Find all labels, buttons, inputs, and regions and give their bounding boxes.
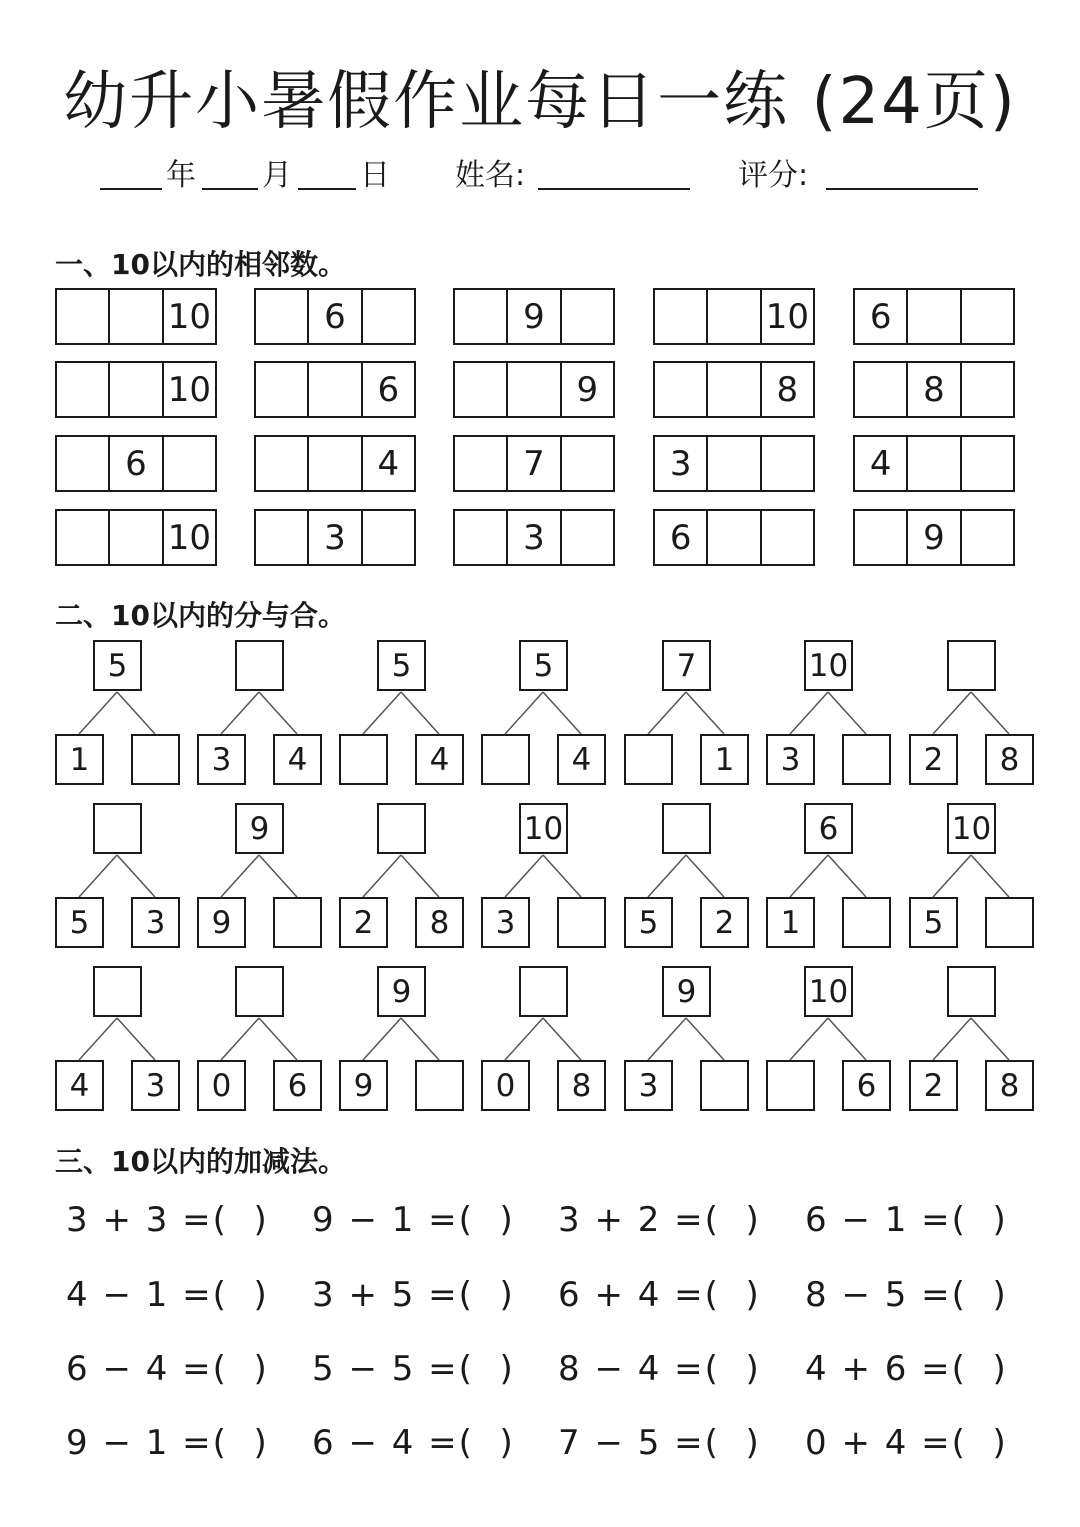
strip-cell[interactable] [962, 363, 1013, 416]
bond-line [505, 855, 543, 897]
strip-cell[interactable] [57, 437, 110, 490]
bond-right-box: 6 [273, 1060, 322, 1111]
number-bond [909, 803, 1055, 963]
arithmetic-problem[interactable]: 6 − 1 =( ) [805, 1200, 1008, 1240]
number-bond [197, 803, 343, 963]
bond-left-box: 3 [766, 734, 815, 785]
strip-cell[interactable] [164, 437, 215, 490]
strip-cell[interactable] [962, 437, 1013, 490]
bond-top-box[interactable] [662, 803, 711, 854]
adjacent-number-strip [453, 288, 615, 345]
number-bond [624, 966, 770, 1126]
bond-line [79, 1018, 117, 1060]
bond-line [221, 692, 259, 734]
strip-cell: 10 [167, 369, 211, 410]
strip-cell[interactable] [855, 363, 908, 416]
number-bond [909, 966, 1055, 1126]
arithmetic-problem[interactable]: 3 + 5 =( ) [312, 1275, 515, 1315]
adjacent-number-strip [453, 509, 615, 566]
strip-cell[interactable] [562, 511, 613, 564]
bond-line [543, 692, 581, 734]
bond-left-box: 0 [481, 1060, 530, 1111]
bond-left-box[interactable] [481, 734, 530, 785]
bond-left-box: 2 [339, 897, 388, 948]
strip-cell[interactable] [363, 511, 414, 564]
bond-top-box[interactable] [235, 640, 284, 691]
strip-cell[interactable] [562, 290, 613, 343]
bond-top-box: 10 [519, 803, 568, 854]
arithmetic-problem[interactable]: 9 − 1 =( ) [312, 1200, 515, 1240]
bond-line [543, 855, 581, 897]
strip-cell[interactable] [562, 437, 613, 490]
bond-left-box: 5 [909, 897, 958, 948]
number-bond [55, 966, 201, 1126]
bond-line [828, 692, 866, 734]
number-bond [481, 640, 627, 800]
adjacent-number-strip [653, 435, 815, 492]
arithmetic-problem[interactable]: 6 − 4 =( ) [312, 1423, 515, 1463]
adjacent-number-strip [254, 288, 416, 345]
strip-cell: 6 [855, 290, 908, 343]
bond-line [790, 692, 828, 734]
bond-line [221, 855, 259, 897]
bond-top-box: 9 [662, 966, 711, 1017]
bond-right-box: 4 [273, 734, 322, 785]
number-bond [481, 966, 627, 1126]
bond-left-box: 3 [481, 897, 530, 948]
arithmetic-problem[interactable]: 6 − 4 =( ) [66, 1349, 269, 1389]
adjacent-number-strip [254, 361, 416, 418]
bond-right-box[interactable] [842, 734, 891, 785]
month-label: 月 [262, 158, 292, 193]
strip-cell: 6 [110, 437, 163, 490]
bond-top-box[interactable] [93, 803, 142, 854]
adjacent-number-strip [55, 435, 217, 492]
number-bond [481, 803, 627, 963]
strip-cell: 3 [508, 511, 561, 564]
bond-top-box[interactable] [947, 966, 996, 1017]
arithmetic-problem[interactable]: 9 − 1 =( ) [66, 1423, 269, 1463]
arithmetic-problem[interactable]: 6 + 4 =( ) [558, 1275, 761, 1315]
strip-cell[interactable] [256, 511, 309, 564]
bond-left-box: 3 [624, 1060, 673, 1111]
strip-cell: 9 [576, 369, 599, 410]
adjacent-number-strip [853, 509, 1015, 566]
year-label: 年 [166, 158, 196, 193]
arithmetic-problem[interactable]: 3 + 3 =( ) [66, 1200, 269, 1240]
page-title: 幼升小暑假作业每日一练 (24页) [63, 65, 1017, 139]
bond-left-box[interactable] [624, 734, 673, 785]
strip-cell: 3 [655, 437, 708, 490]
strip-cell[interactable] [455, 363, 508, 416]
bond-top-box[interactable] [235, 966, 284, 1017]
bond-right-box: 8 [985, 1060, 1034, 1111]
bond-line [401, 855, 439, 897]
bond-line [221, 1018, 259, 1060]
bond-left-box: 2 [909, 734, 958, 785]
arithmetic-problem[interactable]: 8 − 5 =( ) [805, 1275, 1008, 1315]
number-bond [339, 640, 485, 800]
number-bond [197, 966, 343, 1126]
bond-line [648, 692, 686, 734]
bond-line [971, 1018, 1009, 1060]
number-bond [624, 803, 770, 963]
bond-line [505, 1018, 543, 1060]
bond-left-box: 1 [766, 897, 815, 948]
bond-top-box: 10 [804, 966, 853, 1017]
year-blank[interactable] [100, 188, 162, 190]
strip-cell[interactable] [908, 290, 961, 343]
strip-cell[interactable] [762, 511, 813, 564]
number-bond [766, 803, 912, 963]
bond-right-box[interactable] [273, 897, 322, 948]
adjacent-number-strip [853, 288, 1015, 345]
bond-right-box: 1 [700, 734, 749, 785]
day-label: 日 [360, 158, 390, 193]
number-bond [339, 803, 485, 963]
arithmetic-problem[interactable]: 3 + 2 =( ) [558, 1200, 761, 1240]
bond-line [259, 692, 297, 734]
bond-line [505, 692, 543, 734]
adjacent-number-strip [55, 288, 217, 345]
adjacent-number-strip [453, 435, 615, 492]
section2-title: 二、10以内的分与合。 [55, 599, 346, 632]
bond-top-box: 10 [947, 803, 996, 854]
bond-line [648, 855, 686, 897]
strip-cell[interactable] [363, 290, 414, 343]
strip-cell[interactable] [110, 511, 163, 564]
arithmetic-problem[interactable]: 7 − 5 =( ) [558, 1423, 761, 1463]
bond-top-box[interactable] [519, 966, 568, 1017]
adjacent-number-strip [55, 361, 217, 418]
strip-cell: 10 [167, 296, 211, 337]
strip-cell: 4 [377, 443, 400, 484]
bond-top-box: 6 [804, 803, 853, 854]
bond-line [79, 692, 117, 734]
strip-cell[interactable] [762, 437, 813, 490]
bond-right-box: 8 [557, 1060, 606, 1111]
adjacent-number-strip [254, 435, 416, 492]
bond-left-box: 4 [55, 1060, 104, 1111]
score-blank[interactable] [826, 188, 978, 190]
bond-line [790, 855, 828, 897]
bond-line [363, 855, 401, 897]
strip-cell[interactable] [256, 290, 309, 343]
bond-line [363, 692, 401, 734]
bond-right-box[interactable] [842, 897, 891, 948]
strip-cell[interactable] [57, 363, 110, 416]
strip-cell: 4 [855, 437, 908, 490]
strip-cell: 7 [508, 437, 561, 490]
adjacent-number-strip [55, 509, 217, 566]
bond-line [933, 692, 971, 734]
bond-top-box: 7 [662, 640, 711, 691]
adjacent-number-strip [853, 435, 1015, 492]
strip-cell: 6 [377, 369, 400, 410]
bond-line [259, 855, 297, 897]
bond-right-box[interactable] [985, 897, 1034, 948]
strip-cell[interactable] [455, 511, 508, 564]
strip-cell[interactable] [256, 363, 309, 416]
strip-cell[interactable] [708, 290, 761, 343]
bond-right-box[interactable] [415, 1060, 464, 1111]
section1-title: 一、10以内的相邻数。 [55, 248, 346, 281]
bond-top-box: 10 [804, 640, 853, 691]
bond-line [686, 855, 724, 897]
bond-right-box: 4 [557, 734, 606, 785]
bond-line [933, 855, 971, 897]
number-bond [197, 640, 343, 800]
strip-cell[interactable] [57, 290, 110, 343]
bond-line [543, 1018, 581, 1060]
bond-line [401, 1018, 439, 1060]
arithmetic-problem[interactable]: 8 − 4 =( ) [558, 1349, 761, 1389]
strip-cell[interactable] [455, 437, 508, 490]
strip-cell[interactable] [655, 363, 708, 416]
bond-right-box: 6 [842, 1060, 891, 1111]
bond-right-box[interactable] [131, 734, 180, 785]
bond-left-box: 0 [197, 1060, 246, 1111]
bond-line [828, 855, 866, 897]
strip-cell[interactable] [508, 363, 561, 416]
bond-line [971, 855, 1009, 897]
bond-right-box: 8 [985, 734, 1034, 785]
month-blank[interactable] [202, 188, 258, 190]
adjacent-number-strip [653, 509, 815, 566]
strip-cell[interactable] [110, 290, 163, 343]
bond-top-box: 9 [235, 803, 284, 854]
arithmetic-problem[interactable]: 5 − 5 =( ) [312, 1349, 515, 1389]
score-label: 评分: [738, 158, 809, 193]
strip-cell: 6 [309, 290, 362, 343]
bond-left-box: 5 [624, 897, 673, 948]
bond-left-box: 3 [197, 734, 246, 785]
arithmetic-problem[interactable]: 0 + 4 =( ) [805, 1423, 1008, 1463]
strip-cell[interactable] [655, 290, 708, 343]
strip-cell[interactable] [309, 363, 362, 416]
bond-left-box: 9 [197, 897, 246, 948]
strip-cell[interactable] [708, 363, 761, 416]
bond-top-box: 5 [377, 640, 426, 691]
bond-right-box: 8 [415, 897, 464, 948]
bond-right-box[interactable] [700, 1060, 749, 1111]
bond-line [971, 692, 1009, 734]
strip-cell: 9 [508, 290, 561, 343]
bond-line [686, 1018, 724, 1060]
strip-cell[interactable] [57, 511, 110, 564]
bond-left-box[interactable] [766, 1060, 815, 1111]
number-bond [624, 640, 770, 800]
strip-cell[interactable] [110, 363, 163, 416]
adjacent-number-strip [453, 361, 615, 418]
number-bond [909, 640, 1055, 800]
strip-cell: 9 [908, 511, 961, 564]
strip-cell: 10 [167, 517, 211, 558]
bond-top-box[interactable] [377, 803, 426, 854]
strip-cell[interactable] [256, 437, 309, 490]
name-blank[interactable] [538, 188, 690, 190]
adjacent-number-strip [853, 361, 1015, 418]
bond-left-box: 1 [55, 734, 104, 785]
strip-cell[interactable] [962, 511, 1013, 564]
adjacent-number-strip [254, 509, 416, 566]
bond-left-box[interactable] [339, 734, 388, 785]
strip-cell[interactable] [309, 437, 362, 490]
bond-line [117, 1018, 155, 1060]
name-label: 姓名: [455, 158, 526, 193]
strip-cell[interactable] [855, 511, 908, 564]
bond-left-box: 5 [55, 897, 104, 948]
arithmetic-problem[interactable]: 4 + 6 =( ) [805, 1349, 1008, 1389]
strip-cell: 10 [765, 296, 809, 337]
adjacent-number-strip [653, 361, 815, 418]
number-bond [55, 803, 201, 963]
section3-title: 三、10以内的加减法。 [55, 1145, 346, 1178]
bond-line [828, 1018, 866, 1060]
number-bond [339, 966, 485, 1126]
bond-line [933, 1018, 971, 1060]
strip-cell: 6 [655, 511, 708, 564]
bond-line [648, 1018, 686, 1060]
bond-right-box: 3 [131, 897, 180, 948]
strip-cell: 8 [776, 369, 799, 410]
bond-top-box[interactable] [947, 640, 996, 691]
bond-line [259, 1018, 297, 1060]
bond-line [117, 692, 155, 734]
strip-cell: 3 [309, 511, 362, 564]
bond-right-box[interactable] [557, 897, 606, 948]
strip-cell: 8 [908, 363, 961, 416]
day-blank[interactable] [298, 188, 356, 190]
arithmetic-problem[interactable]: 4 − 1 =( ) [66, 1275, 269, 1315]
strip-cell[interactable] [908, 437, 961, 490]
bond-line [363, 1018, 401, 1060]
bond-right-box: 4 [415, 734, 464, 785]
bond-right-box: 2 [700, 897, 749, 948]
bond-line [790, 1018, 828, 1060]
bond-top-box: 5 [519, 640, 568, 691]
bond-line [401, 692, 439, 734]
bond-top-box[interactable] [93, 966, 142, 1017]
bond-line [686, 692, 724, 734]
bond-left-box: 2 [909, 1060, 958, 1111]
strip-cell[interactable] [708, 437, 761, 490]
bond-line [79, 855, 117, 897]
strip-cell[interactable] [708, 511, 761, 564]
bond-left-box: 9 [339, 1060, 388, 1111]
number-bond [766, 640, 912, 800]
bond-top-box: 5 [93, 640, 142, 691]
bond-top-box: 9 [377, 966, 426, 1017]
number-bond [766, 966, 912, 1126]
strip-cell[interactable] [455, 290, 508, 343]
bond-line [117, 855, 155, 897]
bond-right-box: 3 [131, 1060, 180, 1111]
number-bond [55, 640, 201, 800]
adjacent-number-strip [653, 288, 815, 345]
strip-cell[interactable] [962, 290, 1013, 343]
